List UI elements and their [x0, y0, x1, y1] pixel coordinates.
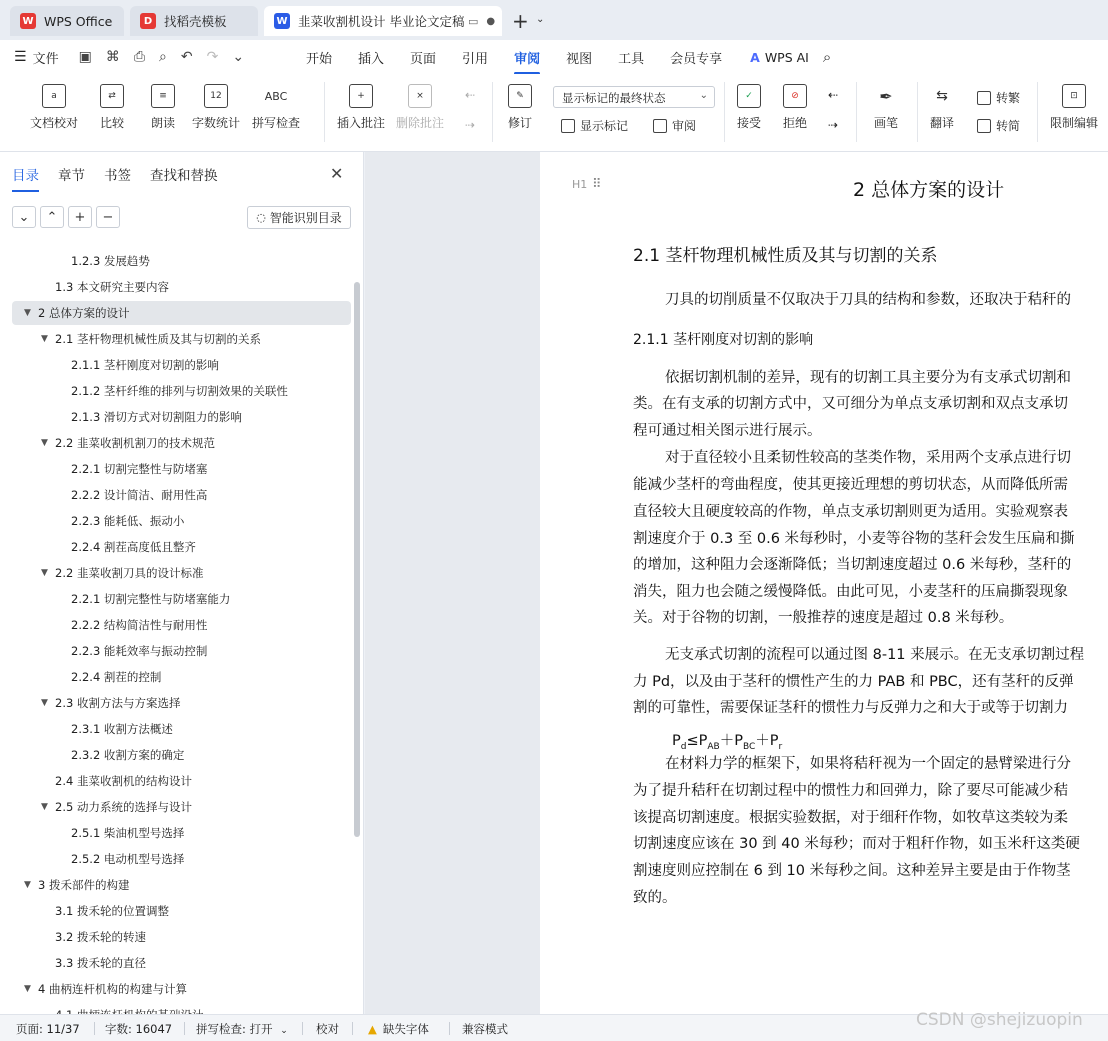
- show-markup-icon: [561, 119, 575, 133]
- missing-font-label: 缺失字体: [382, 1022, 429, 1036]
- toc-item[interactable]: [12, 769, 351, 793]
- nav-tabs: [12, 164, 237, 192]
- toc-item[interactable]: [12, 847, 351, 871]
- heading-level-marker[interactable]: H1: [572, 178, 588, 191]
- toc-item[interactable]: [12, 639, 351, 663]
- menu-view[interactable]: 视图: [566, 51, 593, 67]
- translate-label: 翻译: [930, 116, 955, 130]
- spell-check-label: 拼写检查: [252, 116, 301, 130]
- status-separator: [302, 1022, 303, 1035]
- subsection-heading: 2.1.1 茎杆刚度对切割的影响: [633, 332, 814, 348]
- toc-item-label: 1.3 本文研究主要内容: [55, 280, 169, 294]
- toc-item-label: 2.1 茎杆物理机械性质及其与切割的关系: [55, 332, 261, 346]
- toc-item[interactable]: [12, 457, 351, 481]
- word-count-label: 字数统计: [192, 116, 241, 130]
- delete-comment-label: 删除批注: [396, 116, 445, 130]
- read-aloud-button[interactable]: [151, 84, 175, 131]
- toc-item-label: 1.2.3 发展趋势: [71, 254, 150, 268]
- unsaved-dot-icon[interactable]: ●: [486, 15, 496, 27]
- menu-insert[interactable]: 插入: [358, 51, 385, 67]
- toc-item-label: 2.3 收割方法与方案选择: [55, 696, 181, 710]
- review-ribbon: [0, 74, 1108, 152]
- next-comment-icon[interactable]: ⇢: [465, 118, 476, 132]
- file-menu-label: 文件: [32, 51, 59, 67]
- paragraph-line: 的增加，这种阻力会逐渐降低；当切割速度超过 0.6 米每秒，茎秆的: [633, 557, 1072, 573]
- show-markup-label: 显示标记: [580, 119, 629, 133]
- toc-item[interactable]: [12, 925, 351, 949]
- formula-sub: r: [778, 741, 783, 752]
- missing-font-status[interactable]: [368, 1021, 429, 1037]
- expand-caret-icon[interactable]: ▼: [41, 334, 48, 344]
- tab-bookmarks[interactable]: 书签: [104, 168, 131, 184]
- save-icon[interactable]: ▣: [78, 49, 92, 65]
- delete-comment-icon: ×: [408, 84, 432, 108]
- expand-down-icon[interactable]: ⌄: [12, 206, 36, 228]
- share-icon[interactable]: ⌘: [105, 49, 120, 65]
- review-pane-button[interactable]: [653, 117, 696, 134]
- toc-item[interactable]: [12, 249, 351, 273]
- ribbon-separator: [492, 82, 493, 142]
- prev-change-icon[interactable]: ⇠: [828, 88, 839, 102]
- paragraph-line: 该提高切割速度。根据实验数据，对于细秆作物，如牧草这类较为柔: [633, 810, 1068, 826]
- toc-item-label: 2.2 韭菜收割机割刀的技术规范: [55, 436, 215, 450]
- ribbon-separator: [856, 82, 857, 142]
- toc-item-label: 3 拨禾部件的构建: [38, 878, 130, 892]
- spell-check-status-label: 拼写检查: 打开: [196, 1022, 273, 1036]
- read-aloud-icon: ≡: [151, 84, 175, 108]
- markup-mode-select[interactable]: [553, 86, 715, 108]
- tab-sections[interactable]: 章节: [58, 168, 85, 184]
- file-menu[interactable]: [14, 48, 59, 67]
- paragraph-line: 刀具的切削质量不仅取决于刀具的结构和参数，还取决于秸秆的: [665, 292, 1071, 308]
- toc-item-label: 2.2.3 能耗低、振动小: [71, 514, 185, 528]
- paragraph-line: 类。在有支承的切割方式中，又可细分为单点支承切割和双点支承切: [633, 396, 1068, 412]
- revise-label: 修订: [508, 116, 533, 130]
- to-traditional-icon: [977, 91, 991, 105]
- formula-sub: BC: [742, 741, 756, 752]
- to-traditional-label: 转繁: [996, 91, 1021, 105]
- compare-button[interactable]: [100, 84, 124, 131]
- compat-mode-status[interactable]: 兼容模式: [462, 1022, 508, 1036]
- status-separator: [449, 1022, 450, 1035]
- toc-item-label: 2.5.1 柴油机型号选择: [71, 826, 185, 840]
- navigation-pane: [0, 152, 364, 1014]
- paragraph-line: 程可通过相关图示进行展示。: [633, 423, 822, 439]
- window-mode-icon[interactable]: ▭: [468, 14, 479, 28]
- toc-item[interactable]: [12, 873, 351, 897]
- expand-caret-icon[interactable]: ▼: [41, 438, 48, 448]
- page-indicator[interactable]: 页面: 11/37: [16, 1022, 80, 1036]
- hamburger-icon: ☰: [14, 49, 27, 65]
- paragraph-line: 力 Pd，以及由于茎秆的惯性产生的力 PAB 和 PBC，还有茎秆的反弹: [633, 674, 1074, 690]
- smart-toc-icon: ◌: [256, 211, 266, 224]
- ribbon-separator: [324, 82, 325, 142]
- tab-label: 韭菜收割机设计 毕业论文定稿: [298, 14, 465, 29]
- toc-item[interactable]: [12, 665, 351, 689]
- chevron-down-icon: ⌄: [699, 90, 708, 101]
- section-heading: 2.1 茎杆物理机械性质及其与切割的关系: [633, 246, 938, 266]
- menu-member[interactable]: 会员专享: [670, 51, 723, 67]
- status-separator: [352, 1022, 353, 1035]
- toc-item-label: 2.1.2 茎杆纤维的排列与切割效果的关联性: [71, 384, 288, 398]
- toc-item-label: 2.1.1 茎杆刚度对切割的影响: [71, 358, 219, 372]
- toc-scrollbar[interactable]: [354, 282, 360, 837]
- quick-access-toolbar: [79, 49, 244, 65]
- drag-handle-icon[interactable]: ⠿: [592, 177, 602, 192]
- toc-item[interactable]: [12, 275, 351, 299]
- paragraph-line: 为了提升秸秆在切割过程中的惯性力和回弹力，除了要尽可能减少秸: [633, 783, 1068, 799]
- translate-icon: ⇆: [936, 88, 948, 104]
- paragraph-line: 对于直径较小且柔韧性较高的茎类作物，采用两个支承点进行切: [665, 450, 1071, 466]
- restrict-edit-button[interactable]: [1050, 84, 1098, 131]
- paragraph-line: 割速度介于 0.3 至 0.6 米每秒时，小麦等谷物的茎秆会发生压扁和撕: [633, 531, 1075, 547]
- formula-line: [672, 729, 782, 752]
- toc-item-label: 2.2.2 结构简洁性与耐用性: [71, 618, 208, 632]
- paragraph-line: 切割速度应该在 30 到 40 米每秒；而对于粗秆作物，如玉米秆这类硬: [633, 836, 1080, 852]
- toc-item-label: 2.5 动力系统的选择与设计: [55, 800, 192, 814]
- pen-button[interactable]: [874, 84, 898, 131]
- formula-part: ≤P: [686, 733, 708, 749]
- print-icon[interactable]: ⎙: [133, 49, 146, 65]
- toc-item[interactable]: [12, 587, 351, 611]
- toc-item-label: 4 曲柄连杆机构的构建与计算: [38, 982, 187, 996]
- wps-logo-icon: W: [20, 13, 36, 29]
- pen-icon: ✒: [879, 86, 893, 106]
- proofread-status[interactable]: 校对: [316, 1022, 339, 1036]
- wps-ai-label: WPS AI: [764, 49, 809, 65]
- spell-check-status[interactable]: [196, 1021, 288, 1037]
- quick-access-dropdown-icon[interactable]: ⌄: [232, 49, 245, 65]
- ribbon-separator: [1037, 82, 1038, 142]
- reject-label: 拒绝: [783, 116, 808, 130]
- add-heading-icon[interactable]: +: [68, 206, 92, 228]
- toc-item-label: 2.2 韭菜收割刀具的设计标准: [55, 566, 204, 580]
- pen-label: 画笔: [874, 116, 899, 130]
- toc-item-label: 2.2.1 切割完整性与防堵塞能力: [71, 592, 231, 606]
- paragraph-line: 无支承式切割的流程可以通过图 8-11 来展示。在无支承切割过程: [665, 647, 1085, 663]
- toc-item-label: 2.1.3 滑切方式对切割阻力的影响: [71, 410, 242, 424]
- tab-label: 找稻壳模板: [164, 14, 227, 29]
- toc-item-label: 2.4 韭菜收割机的结构设计: [55, 774, 192, 788]
- toc-item[interactable]: [12, 301, 351, 325]
- warning-icon: ▲: [368, 1022, 377, 1036]
- accept-icon: ✓: [737, 84, 761, 108]
- toc-item-label: 2.2.1 切割完整性与防堵塞: [71, 462, 208, 476]
- search-icon[interactable]: ⌕: [822, 48, 832, 66]
- toc-item[interactable]: [12, 821, 351, 845]
- tab-wps-office[interactable]: [10, 6, 124, 36]
- toc-item[interactable]: [12, 717, 351, 741]
- expand-caret-icon[interactable]: ▼: [24, 308, 31, 318]
- paragraph-line: 割速度则应控制在 6 到 10 米每秒之间。这种差异主要是由于作物茎: [633, 863, 1071, 879]
- word-count-icon: 12: [204, 84, 228, 108]
- toc-item[interactable]: [12, 483, 351, 507]
- accept-label: 接受: [737, 116, 762, 130]
- prev-comment-icon[interactable]: ⇠: [465, 88, 476, 102]
- review-pane-label: 审阅: [672, 119, 697, 133]
- smart-toc-button[interactable]: [247, 206, 351, 229]
- collapse-up-icon[interactable]: ⌃: [40, 206, 64, 228]
- to-simplified-button[interactable]: [977, 117, 1020, 134]
- paragraph-line: 关。对于谷物的切割，一般推荐的速度是超过 0.8 米每秒。: [633, 610, 1014, 626]
- status-separator: [94, 1022, 95, 1035]
- toc-item[interactable]: [12, 743, 351, 767]
- tab-find-replace[interactable]: 查找和替换: [150, 168, 218, 184]
- toc-item[interactable]: [12, 353, 351, 377]
- reject-icon: ⊘: [783, 84, 807, 108]
- doc-check-label: 文档校对: [30, 116, 79, 130]
- paragraph-line: 在材料力学的框架下，如果将秸秆视为一个固定的悬臂梁进行分: [665, 756, 1071, 772]
- insert-comment-label: 插入批注: [337, 116, 386, 130]
- show-markup-button[interactable]: [561, 117, 628, 134]
- doc-check-icon: a: [42, 84, 66, 108]
- menu-review[interactable]: 审阅: [514, 48, 540, 67]
- compare-label: 比较: [100, 116, 125, 130]
- toc-item[interactable]: [12, 405, 351, 429]
- docer-icon: D: [140, 13, 156, 29]
- to-traditional-button[interactable]: [977, 89, 1020, 106]
- word-doc-icon: W: [274, 13, 290, 29]
- paragraph-line: 割的可靠性，需要保证茎秆的惯性力与反弹力之和大于或等于切割力: [633, 700, 1068, 716]
- toc-list: [0, 249, 356, 1014]
- next-change-icon[interactable]: ⇢: [828, 118, 839, 132]
- toc-item-label: 2.5.2 电动机型号选择: [71, 852, 185, 866]
- formula-sub: AB: [707, 741, 720, 752]
- translate-button[interactable]: [930, 84, 954, 131]
- delete-comment-button[interactable]: [396, 84, 444, 131]
- toc-item-label: 3.1 拨禾轮的位置调整: [55, 904, 169, 918]
- chapter-heading: 2 总体方案的设计: [853, 179, 1005, 201]
- insert-comment-button[interactable]: [337, 84, 385, 131]
- paragraph-line: 消失，阻力也会随之缓慢降低。由此可见，小麦茎秆的压扁撕裂现象: [633, 584, 1068, 600]
- revise-icon: ✎: [508, 84, 532, 108]
- review-pane-icon: [653, 119, 667, 133]
- menu-bar: [0, 40, 1108, 74]
- expand-caret-icon[interactable]: ▼: [24, 880, 31, 890]
- paragraph-line: 能减少茎杆的弯曲程度，使其更接近理想的剪切状态，从而降低所需: [633, 477, 1068, 493]
- tab-document[interactable]: [264, 6, 502, 36]
- to-simplified-icon: [977, 119, 991, 133]
- smart-toc-label: 智能识别目录: [269, 211, 342, 225]
- expand-caret-icon[interactable]: ▼: [24, 984, 31, 994]
- spell-check-button[interactable]: [252, 84, 300, 131]
- new-tab-plus-icon[interactable]: +: [512, 9, 529, 33]
- formula-part: ＋P: [719, 733, 743, 749]
- ribbon-separator: [917, 82, 918, 142]
- toc-item[interactable]: [12, 691, 351, 715]
- paragraph-line: 直径较大且硬度较高的作物，单点支承切割则更为适用。实验观察表: [633, 504, 1068, 520]
- lock-icon: ⊡: [1062, 84, 1086, 108]
- formula-sub: d: [680, 741, 687, 752]
- markup-mode-value: 显示标记的最终状态: [562, 91, 666, 105]
- accept-button[interactable]: [737, 84, 761, 131]
- toc-item-label: 2.3.1 收割方法概述: [71, 722, 173, 736]
- redo-icon[interactable]: ↷: [206, 49, 219, 65]
- title-tab-bar: [0, 0, 1108, 40]
- tab-toc[interactable]: 目录: [12, 164, 39, 192]
- menu-tools[interactable]: 工具: [618, 51, 645, 67]
- toc-item[interactable]: [12, 795, 351, 819]
- expand-caret-icon[interactable]: ▼: [41, 698, 48, 708]
- wps-ai-button[interactable]: [750, 50, 809, 65]
- toc-item[interactable]: [12, 613, 351, 637]
- insert-comment-icon: +: [349, 84, 373, 108]
- reject-button[interactable]: [783, 84, 807, 131]
- toc-item[interactable]: [12, 561, 351, 585]
- formula-part: P: [672, 733, 681, 749]
- toc-item[interactable]: [12, 535, 351, 559]
- toc-item[interactable]: [12, 431, 351, 455]
- menu-page[interactable]: 页面: [410, 51, 437, 67]
- expand-caret-icon[interactable]: ▼: [41, 802, 48, 812]
- restrict-edit-label: 限制编辑: [1050, 116, 1099, 130]
- doc-check-button[interactable]: [30, 84, 78, 131]
- close-icon[interactable]: ✕: [330, 164, 344, 183]
- word-count-indicator[interactable]: 字数: 16047: [105, 1022, 173, 1036]
- undo-icon[interactable]: ↶: [180, 49, 193, 65]
- toc-item-label: 2 总体方案的设计: [38, 306, 130, 320]
- revise-button[interactable]: [508, 84, 532, 131]
- toc-item-label: 2.2.4 割茬高度低且整齐: [71, 540, 196, 554]
- toc-item-label: 3.3 拨禾轮的直径: [55, 956, 146, 970]
- formula-part: ＋P: [755, 733, 779, 749]
- chevron-down-icon[interactable]: ⌄: [536, 14, 545, 25]
- menu-home[interactable]: 开始: [306, 51, 333, 67]
- toc-item-label: 2.3.2 收割方案的确定: [71, 748, 185, 762]
- expand-caret-icon[interactable]: ▼: [41, 568, 48, 578]
- toc-item[interactable]: [12, 977, 351, 1001]
- toc-item-label: 2.2.2 设计简洁、耐用性高: [71, 488, 208, 502]
- tab-docer-templates[interactable]: [130, 6, 258, 36]
- toc-item[interactable]: [12, 379, 351, 403]
- to-simplified-label: 转简: [996, 119, 1021, 133]
- compare-icon: ⇄: [100, 84, 124, 108]
- toc-item[interactable]: [12, 899, 351, 923]
- toc-item-label: 3.2 拨禾轮的转速: [55, 930, 146, 944]
- menu-reference[interactable]: 引用: [462, 51, 489, 67]
- spell-check-icon: ABC: [264, 89, 288, 103]
- chevron-down-icon: ⌄: [280, 1026, 288, 1036]
- ai-logo-icon: A: [750, 49, 760, 65]
- read-aloud-label: 朗读: [151, 116, 176, 130]
- main-menu: [306, 40, 831, 74]
- watermark: CSDN @shejizuopin: [916, 1010, 1083, 1030]
- toc-item[interactable]: [12, 509, 351, 533]
- paragraph-line: 致的。: [633, 890, 677, 906]
- paragraph-line: 依据切割机制的差异，现有的切割工具主要分为有支承式切割和: [665, 370, 1071, 386]
- print-preview-icon[interactable]: ⌕: [159, 49, 167, 65]
- remove-heading-icon[interactable]: −: [96, 206, 120, 228]
- tab-label: WPS Office: [44, 13, 113, 29]
- toc-item-label: 2.2.4 割茬的控制: [71, 670, 162, 684]
- word-count-button[interactable]: [192, 84, 240, 131]
- toc-item[interactable]: [12, 327, 351, 351]
- toc-item-label: 2.2.3 能耗效率与振动控制: [71, 644, 208, 658]
- ribbon-separator: [724, 82, 725, 142]
- status-separator: [184, 1022, 185, 1035]
- toc-item[interactable]: [12, 951, 351, 975]
